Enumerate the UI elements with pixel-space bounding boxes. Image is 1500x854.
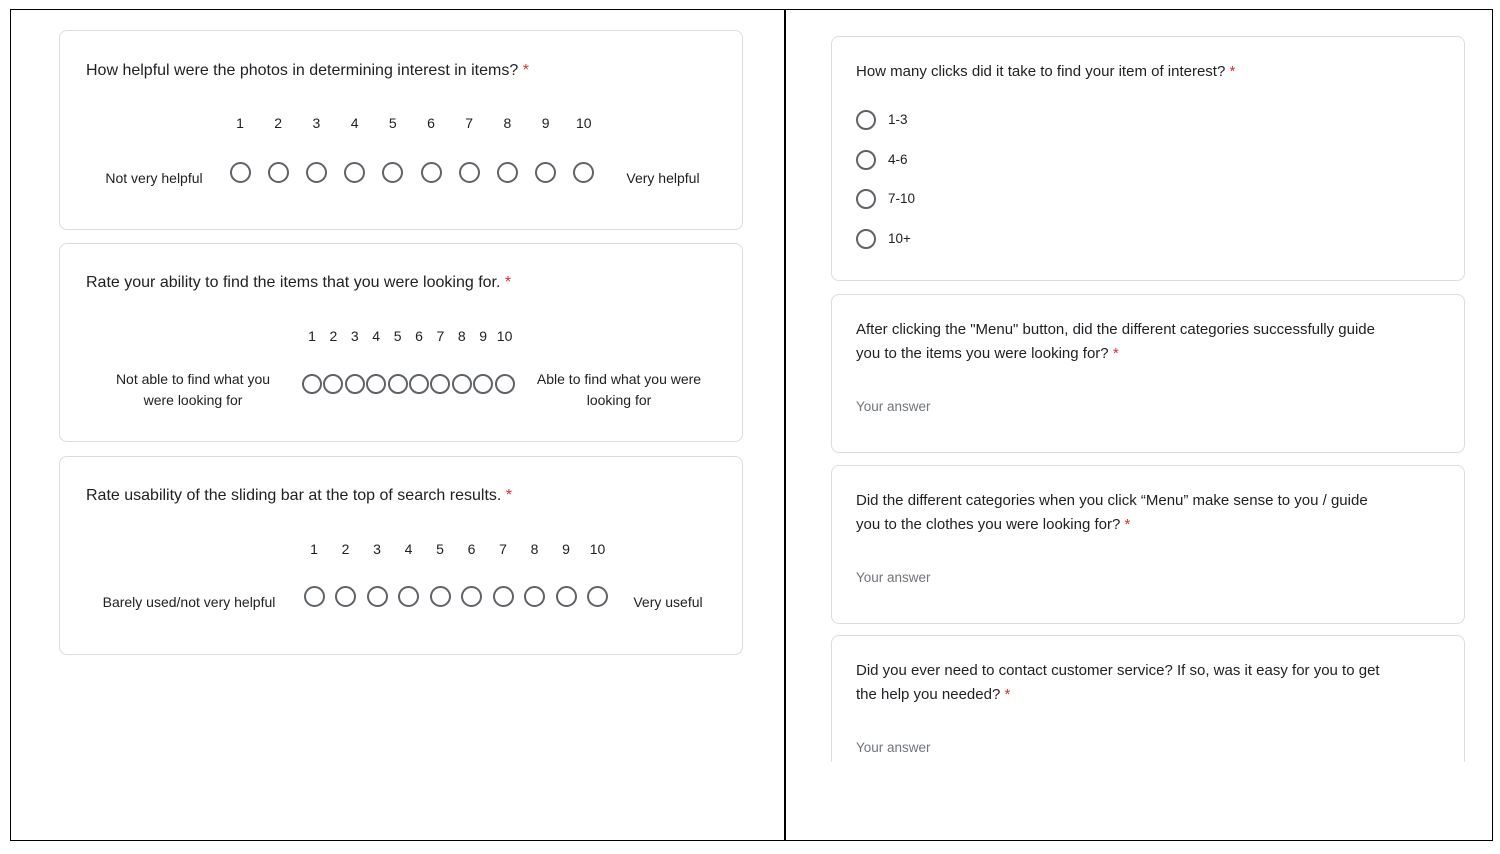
- scale-radio-3[interactable]: [367, 586, 388, 607]
- question-title: How helpful were the photos in determining interest in items? *: [86, 62, 529, 79]
- scale-radio-8[interactable]: [524, 586, 545, 607]
- option-radio-4-6[interactable]: [856, 150, 876, 170]
- scale-radio-9[interactable]: [535, 162, 556, 183]
- scale-radio-6[interactable]: [461, 586, 482, 607]
- scale-number: 4: [404, 541, 413, 557]
- question-card-clicks: [831, 36, 1465, 281]
- scale-number: 9: [562, 541, 570, 557]
- scale-number: 3: [312, 115, 321, 131]
- scale-radio-10[interactable]: [495, 374, 515, 394]
- scale-number: 9: [541, 115, 550, 131]
- option-row[interactable]: [856, 150, 1056, 172]
- scale-radio-6[interactable]: [421, 162, 442, 183]
- answer-input[interactable]: Your answer: [856, 570, 931, 585]
- scale-radio-1[interactable]: [230, 162, 251, 183]
- scale-radio-2[interactable]: [335, 586, 356, 607]
- option-label: 4-6: [888, 151, 908, 167]
- question-title: Did you ever need to contact customer service? If so, was it easy for you to get the help you needed? *: [856, 662, 1380, 703]
- scale-radio-5[interactable]: [388, 374, 408, 394]
- scale-min-label: Not able to find what you were looking for: [115, 371, 271, 408]
- scale-radio-7[interactable]: [459, 162, 480, 183]
- option-row[interactable]: [856, 110, 1056, 132]
- scale-number: 5: [436, 541, 444, 557]
- question-title: How many clicks did it take to find your item of interest? *: [856, 63, 1236, 80]
- scale-number: 2: [274, 115, 283, 131]
- scale-radio-8[interactable]: [452, 374, 472, 394]
- question-card-categories-sense: [831, 465, 1465, 624]
- scale-number: 3: [373, 541, 381, 557]
- question-card-customer-service: [831, 635, 1465, 762]
- scale-number: 10: [576, 115, 592, 131]
- scale-number: 10: [589, 541, 606, 557]
- option-row[interactable]: [856, 229, 1056, 251]
- scale-radio-2[interactable]: [323, 374, 343, 394]
- scale-radio-5[interactable]: [382, 162, 403, 183]
- scale-radio-8[interactable]: [497, 162, 518, 183]
- scale-number: 8: [503, 115, 512, 131]
- scale-radio-6[interactable]: [409, 374, 429, 394]
- scale-number: 7: [436, 328, 445, 344]
- question-card-find-items: [59, 243, 743, 442]
- scale-radio-9[interactable]: [556, 586, 577, 607]
- question-title: Did the different categories when you click “Menu” make sense to you / guide you to the clothes you were looking for? *: [856, 492, 1368, 533]
- scale-radio-7[interactable]: [430, 374, 450, 394]
- scale-number: 4: [350, 115, 359, 131]
- question-title: After clicking the "Menu" button, did the different categories successfully guide you to the items you were looking for? *: [856, 321, 1375, 362]
- question-card-photos-helpful: [59, 30, 743, 230]
- scale-number: 8: [457, 328, 466, 344]
- option-label: 10+: [888, 230, 911, 246]
- scale-radio-1[interactable]: [304, 586, 325, 607]
- scale-radio-10[interactable]: [573, 162, 594, 183]
- scale-number: 9: [479, 328, 488, 344]
- scale-number: 5: [388, 115, 397, 131]
- scale-number: 2: [329, 328, 338, 344]
- scale-number: 6: [415, 328, 423, 344]
- scale-number: 7: [499, 541, 507, 557]
- answer-input[interactable]: Your answer: [856, 740, 931, 755]
- scale-max-label: Able to find what you were looking for: [536, 371, 702, 408]
- question-title: Rate your ability to find the items that you were looking for. *: [86, 274, 512, 291]
- scale-min-label: Barely used/not very helpful: [102, 594, 276, 610]
- option-label: 7-10: [888, 191, 916, 206]
- scale-number: 4: [372, 328, 381, 344]
- scale-radio-9[interactable]: [473, 374, 493, 394]
- question-title: Rate usability of the sliding bar at the top of search results. *: [86, 487, 513, 504]
- scale-number: 5: [393, 328, 402, 344]
- scale-max-label: Very helpful: [626, 170, 700, 186]
- scale-number: 6: [467, 541, 476, 557]
- scale-max-label: Very useful: [633, 594, 703, 610]
- option-radio-10+[interactable]: [856, 229, 876, 249]
- option-label: 1-3: [888, 112, 908, 127]
- option-row[interactable]: [856, 189, 1056, 211]
- scale-radio-10[interactable]: [587, 586, 608, 607]
- scale-number: 7: [465, 115, 474, 131]
- scale-radio-3[interactable]: [345, 374, 365, 394]
- scale-radio-4[interactable]: [366, 374, 386, 394]
- scale-number: 10: [496, 328, 513, 344]
- question-card-sliding-bar: [59, 456, 743, 655]
- scale-radio-1[interactable]: [302, 374, 322, 394]
- scale-number: 6: [427, 115, 435, 131]
- scale-number: 1: [308, 328, 316, 344]
- scale-number: 2: [341, 541, 350, 557]
- scale-radio-2[interactable]: [268, 162, 289, 183]
- scale-number: 3: [350, 328, 359, 344]
- answer-input[interactable]: Your answer: [856, 399, 931, 414]
- scale-radio-5[interactable]: [430, 586, 451, 607]
- question-card-menu-guide: [831, 294, 1465, 453]
- scale-number: 8: [530, 541, 539, 557]
- scale-radio-4[interactable]: [398, 586, 419, 607]
- scale-number: 1: [236, 115, 244, 131]
- scale-min-label: Not very helpful: [105, 170, 203, 186]
- option-radio-7-10[interactable]: [856, 189, 876, 209]
- scale-radio-3[interactable]: [306, 162, 327, 183]
- option-radio-1-3[interactable]: [856, 110, 876, 130]
- scale-radio-4[interactable]: [344, 162, 365, 183]
- scale-radio-7[interactable]: [493, 586, 514, 607]
- scale-number: 1: [310, 541, 318, 557]
- right-column-scroll-area[interactable]: [786, 10, 1492, 762]
